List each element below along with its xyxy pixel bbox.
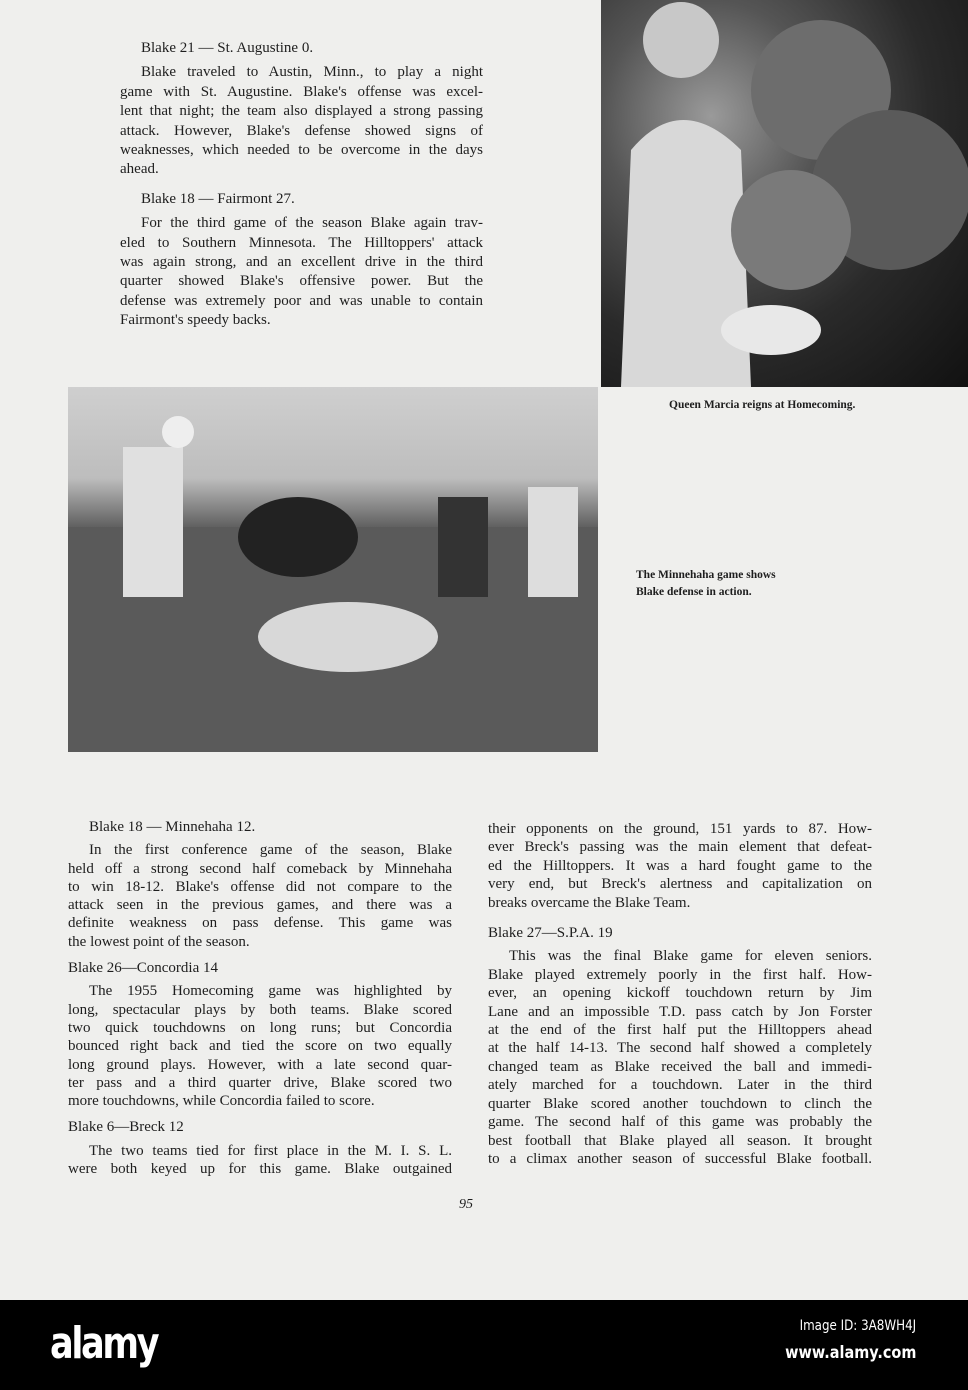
text-line: at the end of the first half put the Hilltoppers ahead (488, 1022, 872, 1039)
article-section (120, 39, 483, 180)
article-section (120, 190, 483, 331)
text-line: ahead. (120, 161, 159, 178)
text-line: This was the final Blake game for eleven seniors. (509, 948, 872, 965)
text-line: defense was extremely poor and was unable to contain (120, 292, 483, 309)
left-column (68, 818, 452, 1178)
text-line: ed the Hilltoppers. It was a hard fought game to the (488, 857, 872, 874)
text-line: long ground plays. However, with a late second quar- (68, 1056, 452, 1073)
queen-photo-caption: Queen Marcia reigns at Homecoming. (669, 399, 856, 411)
text-line: eled to Southern Minnesota. The Hilltoppers' attack (120, 234, 483, 251)
text-line: were both keyed up for this game. Blake outgained (68, 1161, 452, 1178)
text-line: attack seen in the previous games, and there was a (68, 897, 452, 914)
text-line: For the third game of the season Blake again trav- (141, 215, 483, 232)
game-caption-line: Blake defense in action. (636, 586, 752, 598)
text-line: lent that night; the team also displayed a strong passing (120, 103, 483, 120)
text-line: weaknesses, which needed to be overcome in the days (120, 142, 483, 159)
article-section (488, 924, 872, 1168)
text-line: the lowest point of the season. (68, 933, 250, 950)
game-score-heading: Blake 6—Breck 12 (68, 1119, 184, 1136)
text-line: Blake traveled to Austin, Minn., to play a night (141, 64, 483, 81)
text-line: ever Breck's passing was the main element that defeat- (488, 839, 872, 856)
game-photo-illustration (68, 387, 598, 752)
text-line: more touchdowns, while Concordia failed to score. (68, 1093, 375, 1110)
homecoming-queen-photo (601, 0, 968, 387)
text-line: In the first conference game of the season, Blake (89, 842, 452, 859)
article-section (68, 1118, 452, 1178)
text-line: their opponents on the ground, 151 yards to 87. How- (488, 821, 872, 837)
text-line: The 1955 Homecoming game was highlighted by (89, 983, 452, 1000)
article-section (68, 818, 452, 951)
text-line: to a climax another season of successful Blake football. (488, 1150, 872, 1167)
text-line: attack. However, Blake's defense showed signs of (120, 122, 483, 139)
text-line: The two teams tied for first place in the M. I. S. L. (89, 1142, 452, 1159)
text-line: quarter Blake scored another touchdown to clinch the (488, 1095, 872, 1112)
text-line: Lane and an impossible T.D. pass catch by Jon Forster (488, 1003, 872, 1020)
article-section (488, 820, 872, 912)
text-line: was again strong, and an excellent drive in the third (120, 254, 483, 271)
game-score-heading: Blake 18 — Fairmont 27. (141, 190, 295, 207)
text-line: ter pass and a third quarter drive, Blake scored two (68, 1074, 452, 1091)
game-score-heading: Blake 21 — St. Augustine 0. (141, 40, 314, 56)
page-number: 95 (459, 1197, 473, 1212)
text-line: breaks overcame the Blake Team. (488, 894, 691, 911)
text-line: game. The second half of this game was probably the (488, 1114, 872, 1131)
image-id: Image ID: 3A8WH4J (799, 1318, 916, 1334)
text-line: quarter showed Blake's offensive power. But the (120, 273, 483, 290)
text-line: long, spectacular plays by both teams. Blake scored (68, 1001, 452, 1018)
text-line: very end, but Breck's alertness and capitalization on (488, 876, 872, 893)
watermark-banner (0, 1300, 968, 1390)
site-url: www.alamy.com (784, 1343, 916, 1363)
football-game-photo (68, 387, 598, 752)
text-line: at the half 14-13. The second half showed a completely (488, 1040, 872, 1057)
text-line: ately marched for a touchdown. Later in the third (488, 1077, 872, 1094)
game-score-heading: Blake 18 — Minnehaha 12. (89, 819, 256, 835)
game-score-heading: Blake 26—Concordia 14 (68, 960, 218, 977)
text-line: best football that Blake played all season. It brought (488, 1132, 872, 1149)
text-line: Fairmont's speedy backs. (120, 312, 271, 329)
text-line: changed team as Blake received the ball and immedi- (488, 1058, 872, 1075)
game-photo-caption (636, 567, 776, 601)
text-line: game with St. Augustine. Blake's offense was excel- (120, 83, 483, 100)
alamy-logo: alamy (50, 1318, 158, 1369)
game-score-heading: Blake 27—S.P.A. 19 (488, 925, 613, 942)
right-column (488, 820, 872, 1168)
queen-photo-illustration (601, 0, 968, 387)
text-line: ever, an opening kickoff touchdown return by Jim (488, 985, 872, 1002)
text-line: bounced right back and tied the score on two equally (68, 1038, 452, 1055)
game-caption-line: The Minnehaha game shows (636, 569, 776, 581)
top-article-block (120, 39, 483, 331)
article-section (68, 959, 452, 1110)
text-line: held off a strong second half comeback by Minnehaha (68, 860, 452, 877)
text-line: definite weakness on pass defense. This game was (68, 915, 452, 932)
text-line: Blake played extremely poorly in the first half. How- (488, 966, 872, 983)
text-line: two quick touchdowns on long runs; but Concordia (68, 1019, 452, 1036)
text-line: to win 18-12. Blake's offense did not compare to the (68, 878, 452, 895)
